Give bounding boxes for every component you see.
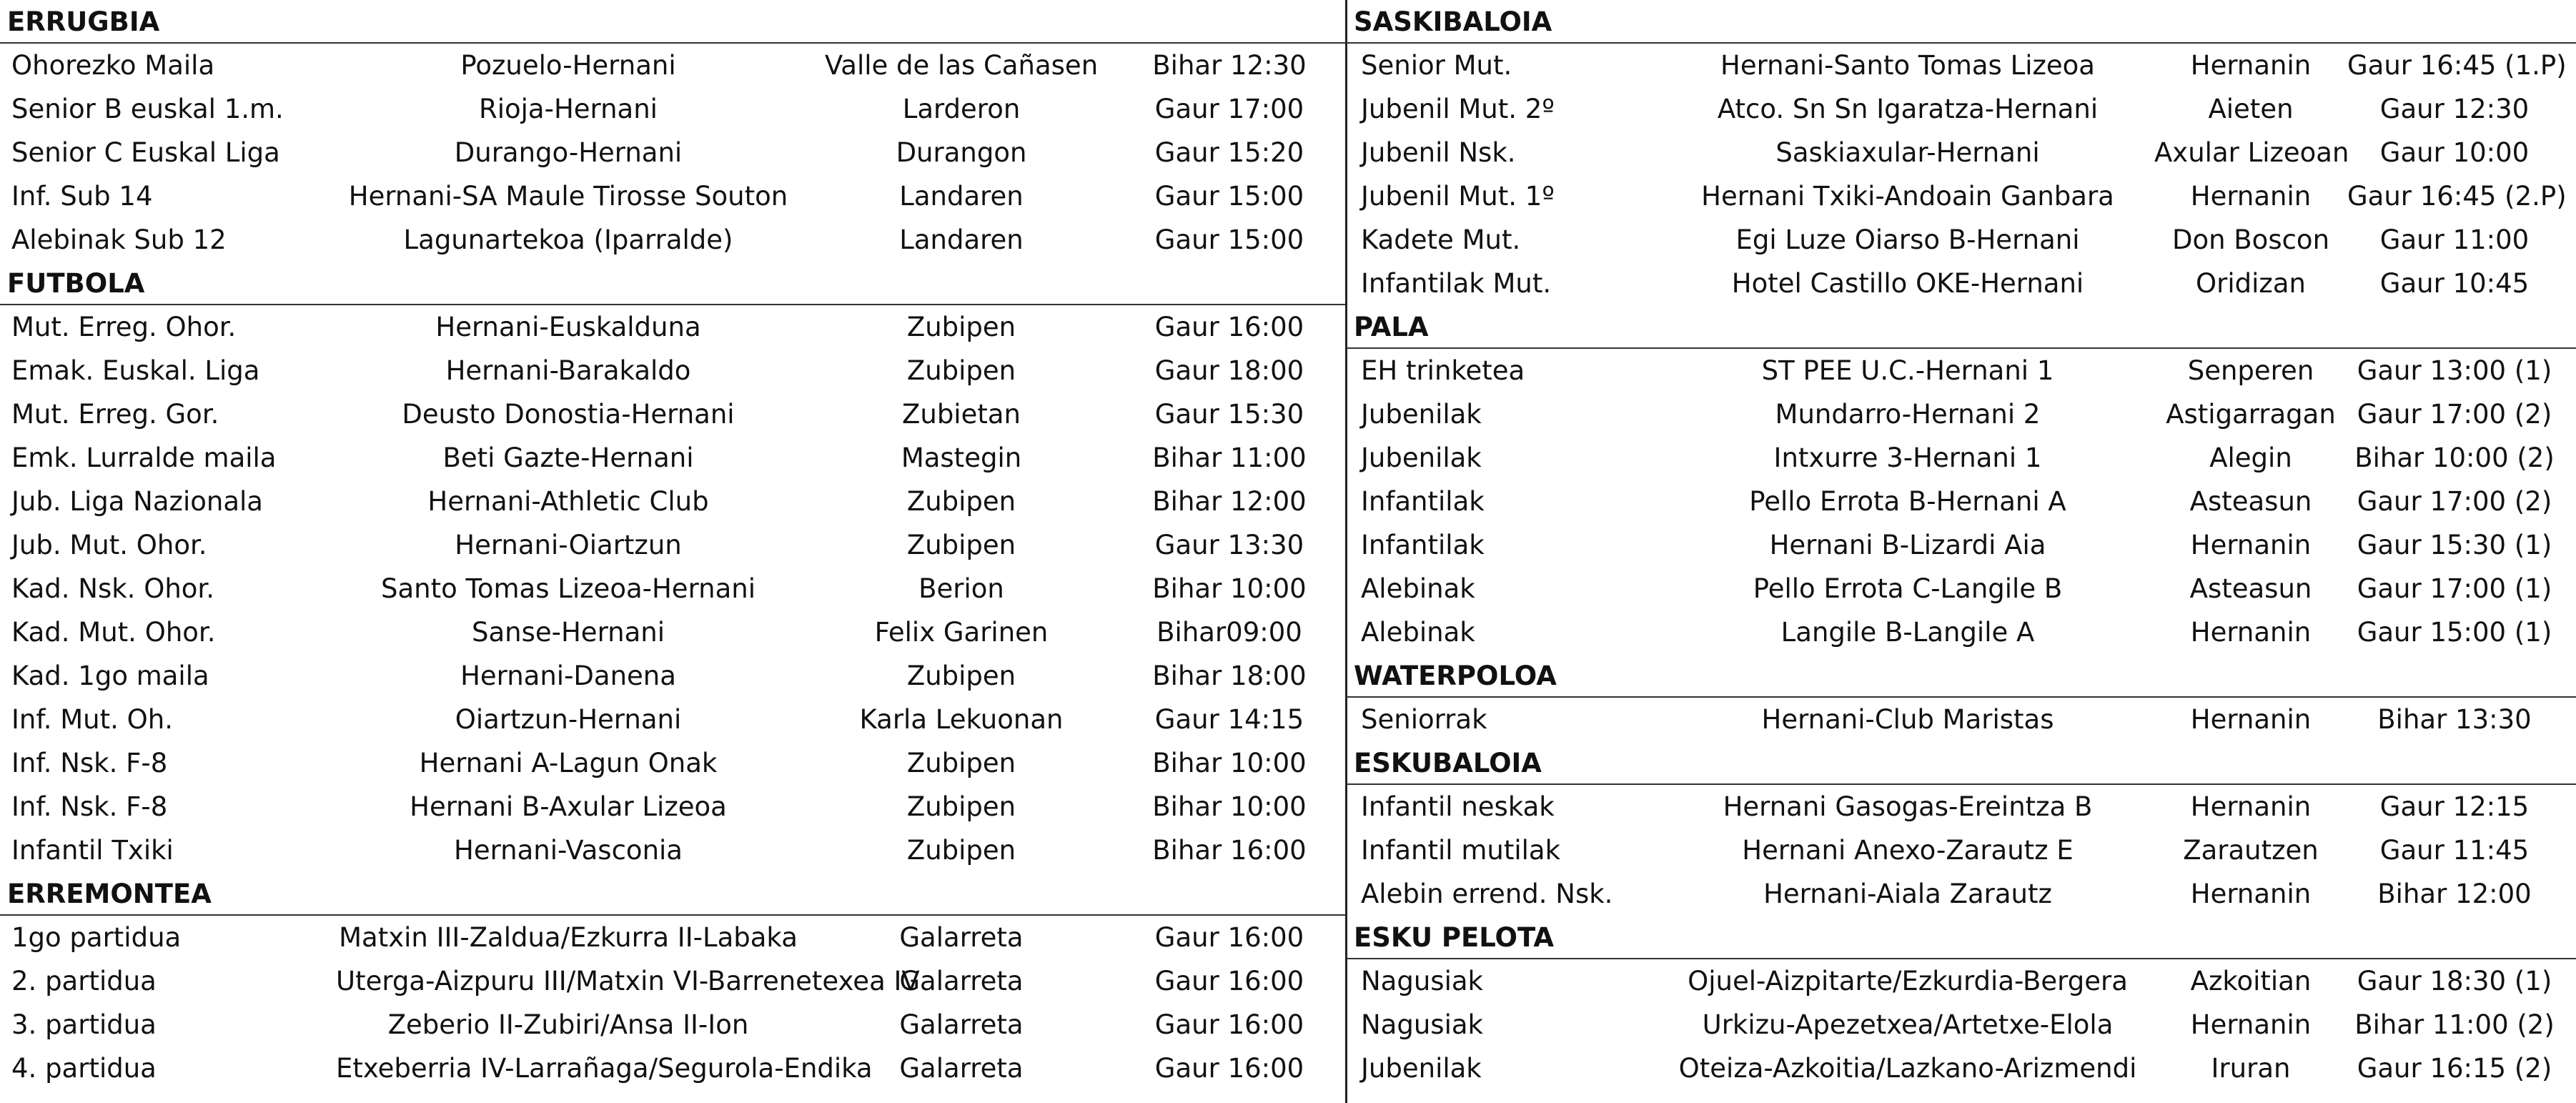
venue-cell: Oridizan — [2196, 268, 2306, 299]
category-cell: Senior Mut. — [1361, 50, 1512, 81]
time-cell: Bihar 12:00 — [1152, 486, 1307, 517]
venue-cell: Zubipen — [906, 748, 1016, 778]
venue-cell: Galarreta — [899, 1053, 1024, 1084]
category-cell: Kad. Nsk. Ohor. — [11, 573, 214, 604]
time-cell: Gaur 16:00 — [1154, 312, 1304, 342]
schedule-row — [1347, 174, 2576, 218]
match-cell: Hernani-Santo Tomas Lizeoa — [1720, 50, 2095, 81]
schedule-row — [0, 87, 1347, 131]
match-cell: Rioja-Hernani — [479, 94, 658, 124]
schedule-row — [0, 959, 1347, 1003]
time-cell: Gaur 15:30 — [1154, 399, 1304, 430]
match-cell: Hernani-Club Maristas — [1761, 704, 2054, 735]
category-cell: 1go partidua — [11, 922, 182, 953]
time-cell: Bihar 18:00 — [1152, 661, 1307, 691]
schedule-row — [1347, 610, 2576, 654]
category-cell: Nagusiak — [1361, 966, 1483, 996]
match-cell: Hernani-Danena — [460, 661, 676, 691]
time-cell: Gaur 15:00 — [1154, 181, 1304, 212]
match-cell: ST PEE U.C.-Hernani 1 — [1761, 355, 2054, 386]
section-title: ERREMONTEA — [0, 872, 1347, 916]
category-cell: Infantil mutilak — [1361, 835, 1560, 866]
schedule-row — [1347, 523, 2576, 567]
match-cell: Oiartzun-Hernani — [455, 704, 682, 735]
match-cell: Hernani B-Lizardi Aia — [1769, 530, 2046, 560]
venue-cell: Azkoitian — [2190, 966, 2312, 996]
match-cell: Hernani Txiki-Andoain Ganbara — [1701, 181, 2114, 212]
category-cell: Infantil neskak — [1361, 791, 1555, 822]
time-cell: Gaur 18:00 — [1154, 355, 1304, 386]
schedule-section — [1347, 654, 2576, 741]
match-cell: Matxin III-Zaldua/Ezkurra II-Labaka — [339, 922, 798, 953]
schedule-row — [0, 480, 1347, 523]
category-cell: Jub. Liga Nazionala — [11, 486, 263, 517]
time-cell: Gaur 15:30 (1) — [2357, 530, 2552, 560]
time-cell: Gaur 11:00 — [2379, 224, 2530, 255]
schedule-section — [1347, 741, 2576, 916]
schedule-row — [1347, 785, 2576, 829]
venue-cell: Galarreta — [899, 1009, 1024, 1040]
time-cell: Bihar 12:00 — [2377, 879, 2532, 909]
category-cell: EH trinketea — [1361, 355, 1525, 386]
category-cell: Jub. Mut. Ohor. — [11, 530, 207, 560]
category-cell: Kadete Mut. — [1361, 224, 1521, 255]
schedule-row — [1347, 44, 2576, 87]
schedule-row — [1347, 218, 2576, 262]
section-title: ERRUGBIA — [0, 0, 1347, 44]
category-cell: Ohorezko Maila — [11, 50, 215, 81]
category-cell: Alebinak — [1361, 573, 1475, 604]
time-cell: Gaur 10:45 — [2379, 268, 2530, 299]
venue-cell: Zubietan — [902, 399, 1021, 430]
match-cell: Beti Gazte-Hernani — [442, 442, 694, 473]
schedule-row — [1347, 262, 2576, 305]
match-cell: Hernani Anexo-Zarautz E — [1742, 835, 2074, 866]
category-cell: Inf. Nsk. F-8 — [11, 748, 168, 778]
category-cell: Alebinak — [1361, 617, 1475, 648]
time-cell: Bihar 11:00 (2) — [2354, 1009, 2555, 1040]
venue-cell: Mastegin — [901, 442, 1022, 473]
venue-cell: Zubipen — [906, 530, 1016, 560]
category-cell: Inf. Mut. Oh. — [11, 704, 173, 735]
time-cell: Bihar 10:00 — [1152, 573, 1307, 604]
section-title: PALA — [1347, 305, 2576, 349]
schedule-row — [0, 436, 1347, 480]
match-cell: Sanse-Hernani — [471, 617, 665, 648]
schedule-section — [1347, 305, 2576, 654]
time-cell: Gaur 16:00 — [1154, 966, 1304, 996]
time-cell: Gaur 10:00 — [2379, 137, 2530, 168]
schedule-row — [0, 349, 1347, 392]
venue-cell: Valle de las Cañasen — [824, 50, 1099, 81]
category-cell: 4. partidua — [11, 1053, 157, 1084]
category-cell: Jubenilak — [1361, 399, 1482, 430]
match-cell: Uterga-Aizpuru III/Matxin VI-Barrenetexea IV — [336, 966, 920, 996]
schedule-row — [0, 741, 1347, 785]
venue-cell: Hernanin — [2190, 617, 2312, 648]
time-cell: Gaur 17:00 (2) — [2357, 486, 2552, 517]
venue-cell: Asteasun — [2189, 573, 2312, 604]
match-cell: Hernani-Aiala Zarautz — [1763, 879, 2052, 909]
schedule-row — [1347, 87, 2576, 131]
schedule-row — [1347, 1003, 2576, 1047]
schedule-row — [1347, 567, 2576, 610]
match-cell: Egi Luze Oiarso B-Hernani — [1735, 224, 2080, 255]
time-cell: Bihar 11:00 — [1152, 442, 1307, 473]
venue-cell: Felix Garinen — [874, 617, 1049, 648]
time-cell: Bihar 10:00 — [1152, 748, 1307, 778]
venue-cell: Zubipen — [906, 661, 1016, 691]
match-cell: Hotel Castillo OKE-Hernani — [1731, 268, 2084, 299]
match-cell: Hernani Gasogas-Ereintza B — [1723, 791, 2093, 822]
time-cell: Bihar 10:00 — [1152, 791, 1307, 822]
time-cell: Gaur 16:15 (2) — [2357, 1053, 2552, 1084]
category-cell: Mut. Erreg. Ohor. — [11, 312, 237, 342]
category-cell: Jubenilak — [1361, 1053, 1482, 1084]
venue-cell: Berion — [918, 573, 1004, 604]
category-cell: Inf. Nsk. F-8 — [11, 791, 168, 822]
section-title: FUTBOLA — [0, 262, 1347, 305]
category-cell: Jubenil Mut. 1º — [1361, 181, 1555, 212]
venue-cell: Hernanin — [2190, 1009, 2312, 1040]
venue-cell: Axular Lizeoan — [2154, 137, 2349, 168]
venue-cell: Senperen — [2187, 355, 2314, 386]
schedule-section — [0, 872, 1347, 1090]
match-cell: Pozuelo-Hernani — [460, 50, 676, 81]
venue-cell: Hernanin — [2190, 50, 2312, 81]
time-cell: Gaur 16:00 — [1154, 1053, 1304, 1084]
match-cell: Oteiza-Azkoitia/Lazkano-Arizmendi — [1678, 1053, 2137, 1084]
schedule-section — [1347, 0, 2576, 305]
category-cell: Kad. Mut. Ohor. — [11, 617, 216, 648]
schedule-section — [0, 0, 1347, 262]
category-cell: Jubenil Nsk. — [1361, 137, 1516, 168]
match-cell: Pello Errota B-Hernani A — [1749, 486, 2066, 517]
schedule-row — [0, 131, 1347, 174]
schedule-row — [0, 305, 1347, 349]
schedule-row — [0, 392, 1347, 436]
time-cell: Bihar 10:00 (2) — [2354, 442, 2555, 473]
schedule-row — [0, 218, 1347, 262]
category-cell: Senior C Euskal Liga — [11, 137, 280, 168]
match-cell: Hernani A-Lagun Onak — [419, 748, 718, 778]
match-cell: Pello Errota C-Langile B — [1753, 573, 2063, 604]
venue-cell: Zubipen — [906, 355, 1016, 386]
schedule-row — [1347, 349, 2576, 392]
match-cell: Durango-Hernani — [454, 137, 683, 168]
time-cell: Gaur 13:00 (1) — [2357, 355, 2552, 386]
time-cell: Bihar 13:30 — [2377, 704, 2532, 735]
category-cell: Infantilak — [1361, 486, 1485, 517]
schedule-row — [0, 785, 1347, 829]
schedule-row — [0, 567, 1347, 610]
time-cell: Gaur 13:30 — [1154, 530, 1304, 560]
match-cell: Urkizu-Apezetxea/Artetxe-Elola — [1702, 1009, 2114, 1040]
time-cell: Gaur 16:00 — [1154, 1009, 1304, 1040]
right-column — [1347, 0, 2576, 1090]
category-cell: Kad. 1go maila — [11, 661, 209, 691]
schedule-row — [1347, 436, 2576, 480]
category-cell: 3. partidua — [11, 1009, 157, 1040]
time-cell: Bihar09:00 — [1156, 617, 1302, 648]
category-cell: Seniorrak — [1361, 704, 1487, 735]
match-cell: Lagunartekoa (Iparralde) — [403, 224, 733, 255]
category-cell: Emk. Lurralde maila — [11, 442, 277, 473]
schedule-section — [0, 262, 1347, 872]
time-cell: Gaur 11:45 — [2379, 835, 2530, 866]
time-cell: Gaur 16:00 — [1154, 922, 1304, 953]
category-cell: Nagusiak — [1361, 1009, 1483, 1040]
match-cell: Zeberio II-Zubiri/Ansa II-Ion — [387, 1009, 749, 1040]
venue-cell: Zubipen — [906, 312, 1016, 342]
category-cell: Jubenilak — [1361, 442, 1482, 473]
category-cell: Alebinak Sub 12 — [11, 224, 227, 255]
venue-cell: Hernanin — [2190, 704, 2312, 735]
schedule-row — [1347, 392, 2576, 436]
category-cell: Infantilak Mut. — [1361, 268, 1552, 299]
venue-cell: Zubipen — [906, 486, 1016, 517]
venue-cell: Hernanin — [2190, 530, 2312, 560]
match-cell: Etxeberria IV-Larrañaga/Segurola-Endika — [336, 1053, 873, 1084]
category-cell: Alebin errend. Nsk. — [1361, 879, 1613, 909]
section-title: WATERPOLOA — [1347, 654, 2576, 698]
schedule-section — [1347, 916, 2576, 1090]
category-cell: Inf. Sub 14 — [11, 181, 153, 212]
time-cell: Gaur 17:00 — [1154, 94, 1304, 124]
match-cell: Hernani-Athletic Club — [427, 486, 709, 517]
venue-cell: Zubipen — [906, 835, 1016, 866]
time-cell: Gaur 12:30 — [2379, 94, 2530, 124]
time-cell: Bihar 16:00 — [1152, 835, 1307, 866]
schedule-row — [0, 1047, 1347, 1090]
schedule-row — [0, 698, 1347, 741]
match-cell: Hernani-Oiartzun — [455, 530, 682, 560]
match-cell: Saskiaxular-Hernani — [1775, 137, 2040, 168]
section-title: SASKIBALOIA — [1347, 0, 2576, 44]
time-cell: Gaur 16:45 (2.P) — [2347, 181, 2567, 212]
venue-cell: Galarreta — [899, 966, 1024, 996]
match-cell: Ojuel-Aizpitarte/Ezkurdia-Bergera — [1688, 966, 2128, 996]
venue-cell: Larderon — [902, 94, 1021, 124]
match-cell: Santo Tomas Lizeoa-Hernani — [381, 573, 756, 604]
time-cell: Gaur 17:00 (1) — [2357, 573, 2552, 604]
section-title: ESKUBALOIA — [1347, 741, 2576, 785]
venue-cell: Durangon — [896, 137, 1027, 168]
time-cell: Gaur 15:00 — [1154, 224, 1304, 255]
schedule-row — [0, 829, 1347, 872]
time-cell: Gaur 15:00 (1) — [2357, 617, 2552, 648]
schedule-row — [1347, 959, 2576, 1003]
schedule-row — [1347, 480, 2576, 523]
schedule-row — [1347, 1047, 2576, 1090]
schedule-row — [1347, 698, 2576, 741]
venue-cell: Galarreta — [899, 922, 1024, 953]
schedule-row — [0, 1003, 1347, 1047]
schedule-row — [0, 523, 1347, 567]
venue-cell: Alegin — [2209, 442, 2292, 473]
venue-cell: Zubipen — [906, 791, 1016, 822]
category-cell: 2. partidua — [11, 966, 157, 996]
venue-cell: Astigarragan — [2166, 399, 2336, 430]
schedule-row — [0, 610, 1347, 654]
venue-cell: Karla Lekuonan — [859, 704, 1064, 735]
match-cell: Hernani-Vasconia — [454, 835, 683, 866]
time-cell: Gaur 18:30 (1) — [2357, 966, 2552, 996]
time-cell: Gaur 15:20 — [1154, 137, 1304, 168]
schedule-row — [1347, 131, 2576, 174]
time-cell: Gaur 17:00 (2) — [2357, 399, 2552, 430]
match-cell: Hernani-Barakaldo — [445, 355, 691, 386]
venue-cell: Iruran — [2211, 1053, 2291, 1084]
schedule-row — [0, 654, 1347, 698]
match-cell: Atco. Sn Sn Igaratza-Hernani — [1717, 94, 2099, 124]
category-cell: Infantil Txiki — [11, 835, 174, 866]
schedule-row — [0, 44, 1347, 87]
time-cell: Gaur 14:15 — [1154, 704, 1304, 735]
match-cell: Hernani-SA Maule Tirosse Souton — [348, 181, 788, 212]
match-cell: Hernani B-Axular Lizeoa — [410, 791, 727, 822]
category-cell: Emak. Euskal. Liga — [11, 355, 260, 386]
category-cell: Jubenil Mut. 2º — [1361, 94, 1555, 124]
time-cell: Gaur 12:15 — [2379, 791, 2530, 822]
schedule-row — [0, 174, 1347, 218]
venue-cell: Landaren — [899, 181, 1024, 212]
venue-cell: Hernanin — [2190, 791, 2312, 822]
schedule-row — [1347, 872, 2576, 916]
venue-cell: Aieten — [2208, 94, 2294, 124]
venue-cell: Asteasun — [2189, 486, 2312, 517]
category-cell: Mut. Erreg. Gor. — [11, 399, 219, 430]
venue-cell: Hernanin — [2190, 181, 2312, 212]
venue-cell: Don Boscon — [2171, 224, 2330, 255]
match-cell: Hernani-Euskalduna — [435, 312, 701, 342]
section-title: ESKU PELOTA — [1347, 916, 2576, 959]
venue-cell: Hernanin — [2190, 879, 2312, 909]
match-cell: Intxurre 3-Hernani 1 — [1773, 442, 2042, 473]
category-cell: Infantilak — [1361, 530, 1485, 560]
time-cell: Bihar 12:30 — [1152, 50, 1307, 81]
schedule-row — [0, 916, 1347, 959]
venue-cell: Landaren — [899, 224, 1024, 255]
match-cell: Mundarro-Hernani 2 — [1775, 399, 2041, 430]
venue-cell: Zarautzen — [2183, 835, 2319, 866]
match-cell: Deusto Donostia-Hernani — [402, 399, 735, 430]
time-cell: Gaur 16:45 (1.P) — [2347, 50, 2567, 81]
schedule-row — [1347, 829, 2576, 872]
match-cell: Langile B-Langile A — [1780, 617, 2035, 648]
category-cell: Senior B euskal 1.m. — [11, 94, 284, 124]
